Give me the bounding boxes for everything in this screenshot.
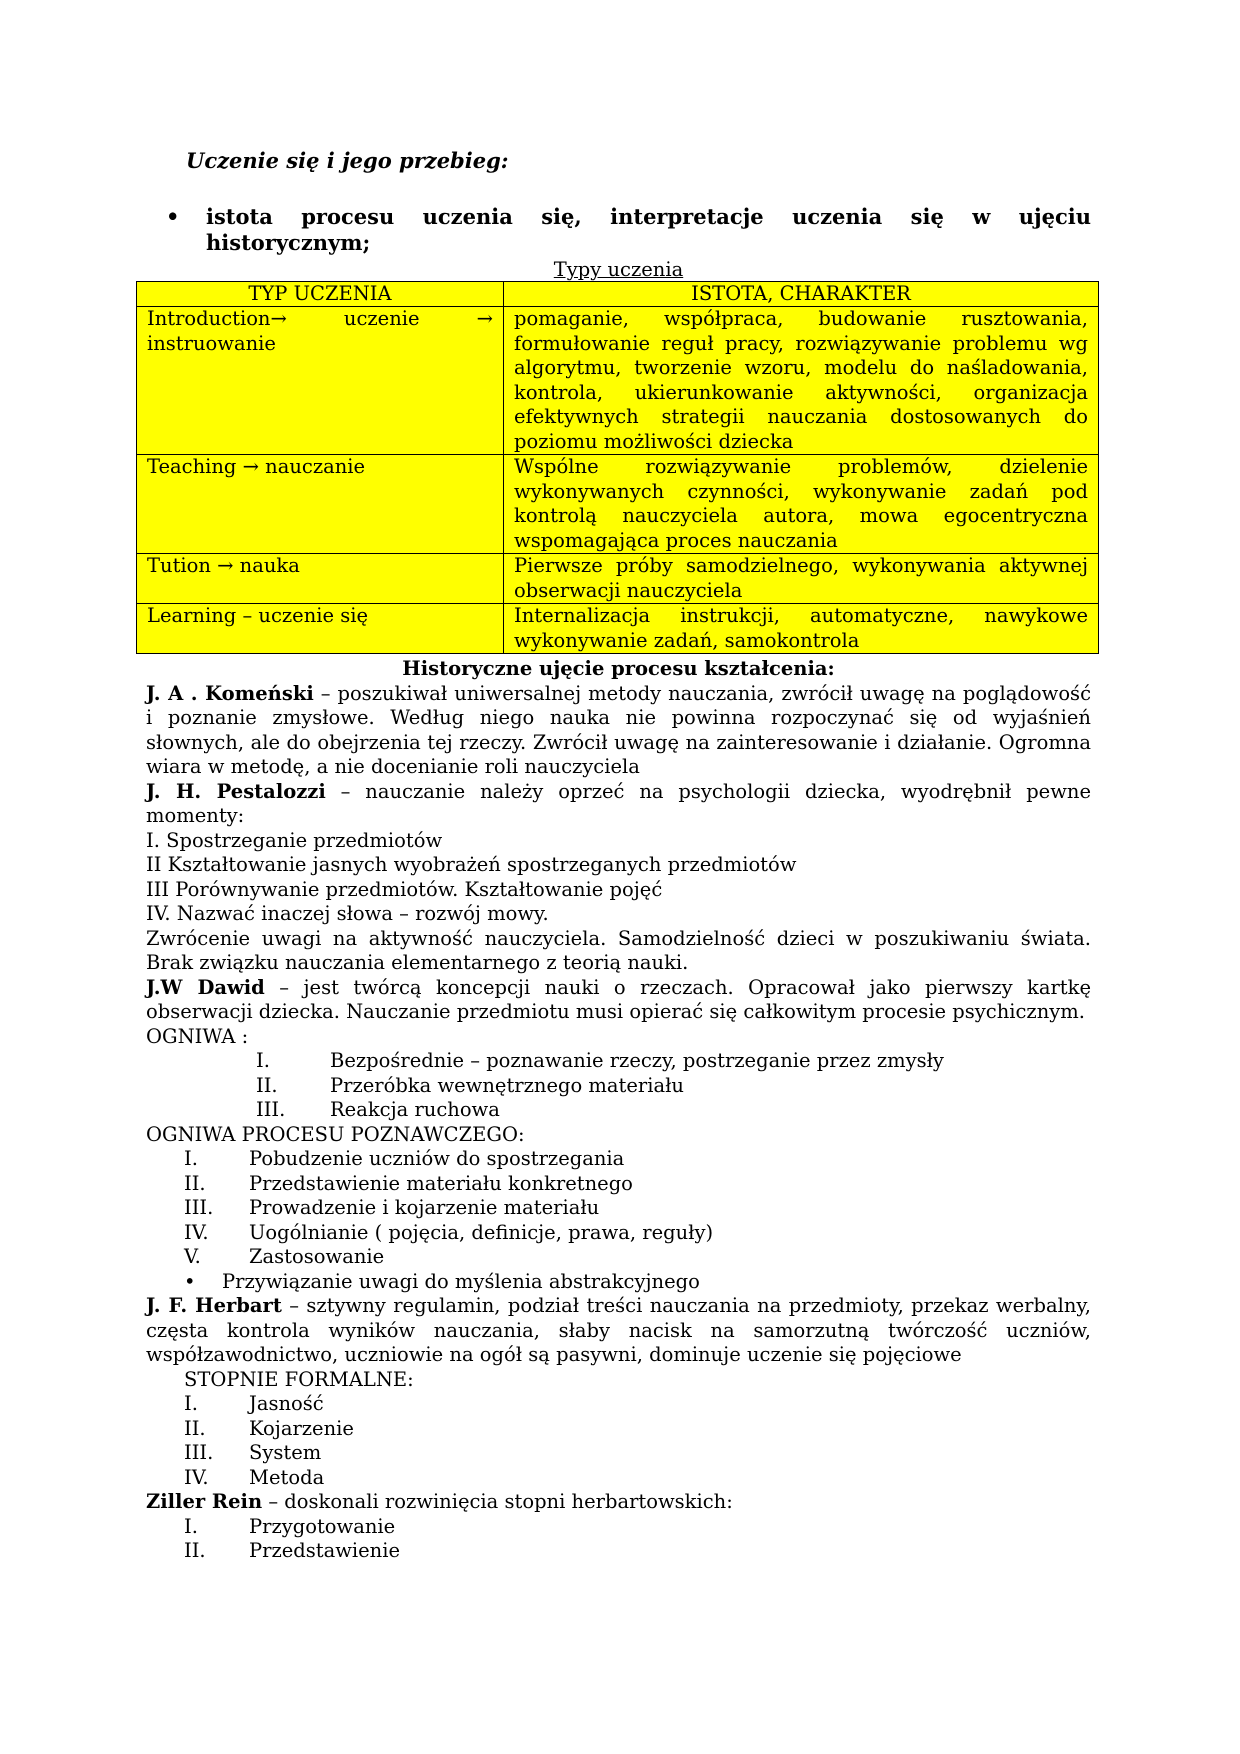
- list-number: II.: [184, 1539, 206, 1562]
- body-text: [146, 657, 1091, 1564]
- table-row: [137, 455, 1099, 554]
- author-name: J.W Dawid: [146, 975, 265, 999]
- author-text: – poszukiwał uniwersalnej metody nauczania, zwrócił uwagę na poglądowość i poznanie zmysłowe. Według niego nauka nie powinna rozpoczynać się od wyjaśnień słownych, ale do obejrzenia tej rzeczy. Zwrócił uwagę na zainteresowanie i działanie. Ogromna wiara w metodę, a nie docenianie roli nauczyciela: [146, 681, 1091, 778]
- list-item: [146, 1270, 1091, 1295]
- list-item: [146, 1392, 1091, 1417]
- list-text: Przedstawienie: [249, 1539, 401, 1562]
- list-text: Zastosowanie: [249, 1245, 385, 1268]
- herbart-paragraph: [146, 1294, 1091, 1368]
- dawid-paragraph: [146, 976, 1091, 1025]
- table-cell-type: Tution → nauka: [137, 554, 504, 604]
- pestalozzi-summary: Zwrócenie uwagi na aktywność nauczyciela. Samodzielność dzieci w poszukiwaniu świata. Brak związku nauczania elementarnego z teorią nauki.: [146, 926, 1091, 974]
- author-text: – doskonali rozwinięcia stopni herbartowskich:: [262, 1490, 733, 1513]
- list-item: I. Spostrzeganie przedmiotów: [146, 828, 443, 852]
- list-number: III.: [184, 1441, 214, 1464]
- list-item: [146, 1098, 1091, 1123]
- list-text: Uogólnianie ( pojęcia, definicje, prawa, reguły): [249, 1220, 714, 1244]
- stages-label: STOPNIE FORMALNE:: [184, 1367, 414, 1391]
- list-item: [146, 1147, 1091, 1172]
- author-name: Ziller Rein: [146, 1490, 263, 1513]
- bullet-heading: [146, 204, 1091, 256]
- author-text: – jest twórcą koncepcji nauki o rzeczach. Opracował jako pierwszy kartkę obserwacji dziecka. Nauczanie przedmiotu musi opierać się całkowitym procesie psychicznym.: [146, 975, 1091, 1023]
- list-text: Prowadzenie i kojarzenie materiału: [249, 1196, 600, 1219]
- list-item: [146, 1049, 1091, 1074]
- list-number: I.: [184, 1392, 198, 1415]
- list-item: [146, 1074, 1091, 1099]
- list-item: [146, 1417, 1091, 1442]
- list-number: II.: [184, 1171, 206, 1195]
- table-cell-type: Introduction→ uczenie → instruowanie: [137, 307, 504, 455]
- author-name: J. A . Komeński: [146, 681, 314, 705]
- list-item: [146, 1539, 1091, 1564]
- table-cell-desc: Pierwsze próby samodzielnego, wykonywania aktywnej obserwacji nauczyciela: [504, 554, 1099, 604]
- komenski-paragraph: [146, 682, 1091, 780]
- pestalozzi-paragraph: [146, 780, 1091, 829]
- list-number: I.: [184, 1147, 198, 1170]
- table-caption: Typy uczenia: [553, 258, 684, 281]
- list-number: III.: [184, 1196, 214, 1219]
- list-number: IV.: [184, 1220, 209, 1244]
- history-heading: Historyczne ujęcie procesu kształcenia:: [402, 657, 835, 680]
- list-number: I.: [256, 1049, 270, 1072]
- list-item: IV. Nazwać inaczej słowa – rozwój mowy.: [146, 902, 549, 925]
- list-text: Bezpośrednie – poznawanie rzeczy, postrzeganie przez zmysły: [330, 1049, 944, 1072]
- table-cell-desc: Internalizacja instrukcji, automatyczne, nawykowe wykonywanie zadań, samokontrola: [504, 604, 1099, 654]
- list-text: System: [249, 1441, 322, 1464]
- list-item: II Kształtowanie jasnych wyobrażeń spostrzeganych przedmiotów: [146, 853, 797, 876]
- list-text: Przygotowanie: [249, 1514, 396, 1538]
- list-item: III Porównywanie przedmiotów. Kształtowanie pojęć: [146, 877, 663, 901]
- bullet-heading-text: istota procesu uczenia się, interpretacje uczenia się w ujęciu historycznym;: [206, 204, 1091, 255]
- table-row: [137, 554, 1099, 604]
- list-number: II.: [256, 1073, 278, 1097]
- page-title: Uczenie się i jego przebieg:: [186, 148, 509, 173]
- list-item: [146, 1515, 1091, 1540]
- list-item: [146, 1245, 1091, 1270]
- list-item: [146, 1196, 1091, 1221]
- list-text: Przedstawienie materiału konkretnego: [249, 1171, 633, 1195]
- list-item: [146, 1466, 1091, 1491]
- list-number: IV.: [184, 1465, 209, 1489]
- ogniwa-label: OGNIWA :: [146, 1024, 249, 1048]
- table-cell-desc: pomaganie, współpraca, budowanie rusztowania, formułowanie reguł pracy, rozwiązywanie problemu wg algorytmu, tworzenie wzoru, modelu do naśladowania, kontrola, ukierunkowanie aktywności, organizacja efektywnych strategii nauczania dostosowanych do poziomu możliwości dziecka: [504, 307, 1099, 455]
- list-item: [146, 1221, 1091, 1246]
- list-number: III.: [256, 1098, 286, 1121]
- author-name: J. F. Herbart: [146, 1294, 282, 1317]
- table-row: [137, 307, 1099, 455]
- bullet-icon: •: [166, 204, 180, 229]
- author-text: – nauczanie należy oprzeć na psychologii dziecka, wyodrębnił pewne momenty:: [146, 779, 1092, 827]
- list-number: II.: [184, 1416, 206, 1440]
- list-text: Pobudzenie uczniów do spostrzegania: [249, 1147, 625, 1170]
- table-header: TYP UCZENIA: [137, 282, 504, 307]
- learning-types-table: [136, 281, 1099, 654]
- bullet-icon: •: [184, 1269, 196, 1293]
- table-header: ISTOTA, CHARAKTER: [504, 282, 1099, 307]
- table-row: [137, 604, 1099, 654]
- table-header-row: [137, 282, 1099, 307]
- table-cell-desc: Wspólne rozwiązywanie problemów, dzielenie wykonywanych czynności, wykonywanie zadań pod kontrolą nauczyciela autora, mowa egocentryczna wspomagająca proces nauczania: [504, 455, 1099, 554]
- table-cell-type: Learning – uczenie się: [137, 604, 504, 654]
- process-label: OGNIWA PROCESU POZNAWCZEGO:: [146, 1122, 525, 1146]
- list-item: [146, 1172, 1091, 1197]
- table-cell-type: Teaching → nauczanie: [137, 455, 504, 554]
- list-number: I.: [184, 1514, 198, 1538]
- list-text: Metoda: [249, 1465, 325, 1489]
- list-text: Jasność: [249, 1392, 324, 1415]
- author-name: J. H. Pestalozzi: [146, 779, 326, 803]
- list-number: V.: [184, 1245, 201, 1268]
- ziller-paragraph: [146, 1490, 1091, 1515]
- list-text: Kojarzenie: [249, 1416, 354, 1440]
- list-text: Reakcja ruchowa: [330, 1098, 500, 1121]
- list-text: Przeróbka wewnętrznego materiału: [330, 1073, 684, 1097]
- list-item: [146, 1441, 1091, 1466]
- list-text: Przywiązanie uwagi do myślenia abstrakcyjnego: [222, 1269, 700, 1293]
- author-text: – sztywny regulamin, podział treści nauczania na przedmioty, przekaz werbalny, częsta kontrola wyników nauczania, słaby nacisk na samorzutną twórczość uczniów, współzawodnictwo, uczniowie na ogół są pasywni, dominuje uczenie się pojęciowe: [146, 1294, 1092, 1366]
